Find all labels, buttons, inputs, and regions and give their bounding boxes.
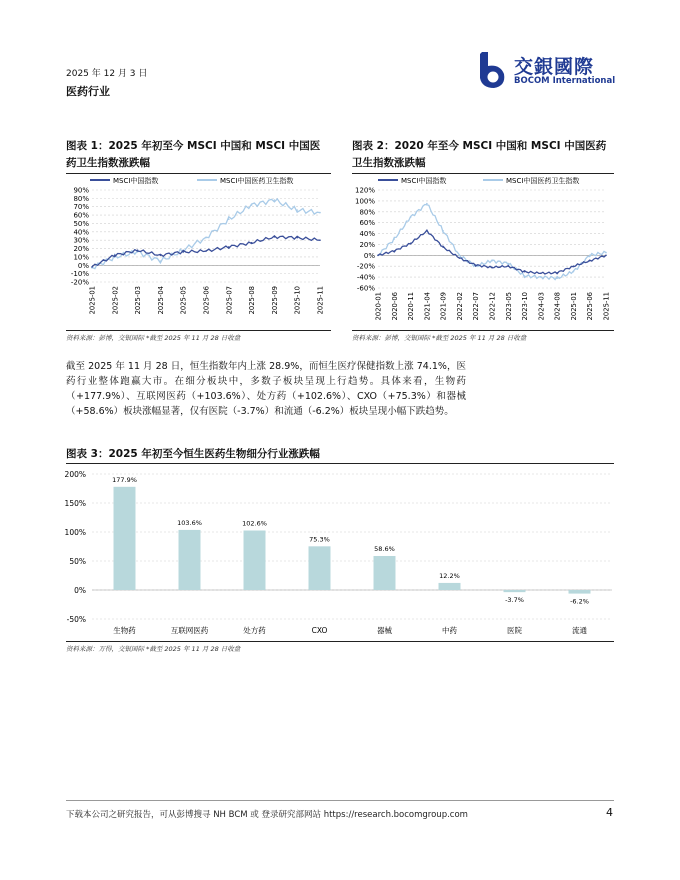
c1-series-1-point <box>274 236 276 238</box>
figure1-legend-label-1: MSCI中国指数 <box>113 177 159 185</box>
c1-x-tick-label: 2025-04 <box>156 286 165 315</box>
c1-series-1-point <box>319 239 321 241</box>
figure2-bottom-rule <box>352 330 614 331</box>
sector-title: 医药行业 <box>66 85 110 98</box>
c2-series-2-point <box>524 275 526 277</box>
c3-y-tick-label: 0% <box>74 586 86 595</box>
c3-data-label: -3.7% <box>505 596 524 605</box>
c2-series-1-point <box>442 246 444 248</box>
c2-x-tick-label: 2020-06 <box>390 292 399 321</box>
c1-x-tick-label: 2025-11 <box>316 286 325 315</box>
c2-series-1-point <box>475 264 477 266</box>
c3-y-tick-label: 150% <box>64 499 86 508</box>
figure2-title-line2: 卫生指数涨跌幅 <box>352 157 426 169</box>
c2-x-tick-label: 2023-10 <box>521 292 530 321</box>
c2-y-tick-label: 40% <box>359 230 375 239</box>
c1-x-tick-label: 2025-07 <box>225 286 234 315</box>
footer-rule <box>66 800 614 801</box>
c2-x-tick-label: 2022-02 <box>455 292 464 321</box>
c1-series-1-point <box>160 254 162 256</box>
c2-y-tick-label: 120% <box>354 186 375 195</box>
c2-series-2-point <box>459 255 461 257</box>
figure2-source: 资料来源：彭博，交银国际 *截至 2025 年 11 月 28 日收盘 <box>352 334 527 342</box>
c3-x-tick-label: 中药 <box>442 626 457 635</box>
figure1-legend-label-2: MSCI中国医药卫生指数 <box>220 177 294 185</box>
figure1-bottom-rule <box>66 330 331 331</box>
c1-series-2-point <box>205 237 207 239</box>
c3-data-label: 12.2% <box>439 571 460 580</box>
figure1-title-line2: 药卫生指数涨跌幅 <box>66 157 150 169</box>
figure2-title-line1: 图表 2：2020 年至今 MSCI 中国和 MSCI 中国医药 <box>352 140 607 152</box>
c3-bar <box>439 583 461 590</box>
c2-series-1-point <box>377 255 379 257</box>
c3-bar <box>374 556 396 590</box>
c2-y-tick-label: 60% <box>359 219 375 228</box>
c1-series-1-point <box>182 251 184 253</box>
c1-series-1-point <box>114 254 116 256</box>
c1-x-tick-label: 2025-03 <box>134 286 143 315</box>
c2-x-tick-label: 2024-03 <box>537 292 546 321</box>
c2-x-tick-label: 2025-06 <box>586 292 595 321</box>
figure2-legend-label-1: MSCI中国指数 <box>401 177 447 185</box>
c1-series-1-point <box>205 250 207 252</box>
c3-x-tick-label: 医院 <box>507 626 522 635</box>
c2-series-2-point <box>410 216 412 218</box>
c2-series-2-point <box>507 263 509 265</box>
c2-x-tick-label: 2020-01 <box>374 292 383 321</box>
c3-y-tick-label: 200% <box>64 470 86 479</box>
c1-series-1-point <box>228 246 230 248</box>
c2-series-1-point <box>556 272 558 274</box>
page-number: 4 <box>606 806 613 819</box>
c2-x-tick-label: 2023-05 <box>504 292 513 321</box>
c2-y-tick-label: 100% <box>354 197 375 206</box>
c2-series-2-point <box>393 238 395 240</box>
c2-y-tick-label: 80% <box>359 208 375 217</box>
c1-series-1-point <box>91 266 93 268</box>
footer-text: 下载本公司之研究报告，可从彭博搜寻 NH BCM 或 登录研究部网站 https://research.bocomgroup.com <box>66 810 468 820</box>
c1-series-2-point <box>296 209 298 211</box>
c1-y-tick-label: 60% <box>73 211 89 220</box>
figure1-legend <box>90 176 293 185</box>
c3-data-label: -6.2% <box>570 597 589 606</box>
body-paragraph: 截至 2025 年 11 月 28 日，恒生指数年内上涨 28.9%，而恒生医疗保健指数上涨 74.1%，医药行业整体跑赢大市。在细分板块中，多数子板块呈现上行趋势。具体来看，生物药（+177.9%）、互联网医药（+103.6%）、处方药（+102.6%）、CXO（+75.3%）和器械（+58.6%）板块涨幅显著，仅有医院（-3.7%）和流通（-6.2%）板块呈现小幅下跌趋势。 <box>66 361 466 417</box>
c1-series-2-point <box>319 212 321 214</box>
figure1-title-line1: 图表 1：2025 年初至今 MSCI 中国和 MSCI 中国医 <box>66 140 321 152</box>
c2-series-2-point <box>540 276 542 278</box>
c2-x-tick-label: 2025-11 <box>602 292 611 321</box>
c2-y-tick-label: 0% <box>363 251 375 260</box>
figure2-legend <box>378 176 579 185</box>
c1-y-tick-label: 10% <box>73 253 89 262</box>
c1-series-1-point <box>296 237 298 239</box>
c2-series-1-point <box>605 255 607 257</box>
figure2-legend-label-2: MSCI中国医药卫生指数 <box>506 177 580 185</box>
c2-x-tick-label: 2022-07 <box>472 292 481 321</box>
c1-series-2-point <box>228 218 230 220</box>
c2-y-tick-label: -20% <box>356 262 375 271</box>
report-date: 2025 年 12 月 3 日 <box>66 69 148 79</box>
c2-series-2-point <box>426 203 428 205</box>
c1-y-tick-label: 40% <box>73 228 89 237</box>
c3-x-tick-label: 生物药 <box>113 626 136 635</box>
c1-x-tick-label: 2025-06 <box>202 286 211 315</box>
c3-bar <box>179 530 201 590</box>
figure1-title <box>66 138 336 172</box>
c3-bar <box>309 546 331 590</box>
c2-series-1-point <box>507 265 509 267</box>
company-logo <box>474 50 624 90</box>
c3-data-label: 75.3% <box>309 535 330 544</box>
c2-series-1-point <box>393 250 395 252</box>
c3-bar <box>569 590 591 594</box>
figure2-chart <box>348 174 618 328</box>
figure3-chart <box>62 466 618 642</box>
c1-y-tick-label: -10% <box>70 270 89 279</box>
c1-x-tick-label: 2025-08 <box>248 286 257 315</box>
c2-series-1-point <box>426 230 428 232</box>
figure3-source: 资料来源：万得，交银国际 *截至 2025 年 11 月 28 日收盘 <box>66 645 241 653</box>
c2-series-1-point <box>410 243 412 245</box>
c1-y-tick-label: 30% <box>73 236 89 245</box>
c1-series-1-point <box>251 242 253 244</box>
c2-series-2-point <box>491 260 493 262</box>
c3-y-tick-label: 50% <box>69 557 86 566</box>
c2-x-tick-label: 2021-04 <box>423 292 432 321</box>
c1-x-tick-label: 2025-02 <box>111 286 120 315</box>
c2-series-1-point <box>524 271 526 273</box>
c2-x-tick-label: 2025-01 <box>569 292 578 321</box>
c3-x-tick-label: 流通 <box>572 626 587 635</box>
c3-bar <box>504 590 526 592</box>
c1-x-tick-label: 2025-05 <box>179 286 188 315</box>
c3-x-tick-label: 处方药 <box>243 626 266 635</box>
c2-y-tick-label: 20% <box>359 240 375 249</box>
c1-y-tick-label: 90% <box>73 186 89 195</box>
c3-x-tick-label: CXO <box>311 626 328 635</box>
c3-data-label: 103.6% <box>177 518 202 527</box>
c1-y-tick-label: 50% <box>73 219 89 228</box>
c1-y-tick-label: 20% <box>73 245 89 254</box>
figure3-bottom-rule <box>66 641 614 642</box>
figure3-title: 图表 3：2025 年初至今恒生医药生物细分行业涨跌幅 <box>66 448 320 460</box>
c2-series-1-point <box>459 257 461 259</box>
c1-x-tick-label: 2025-01 <box>88 286 97 315</box>
figure3-top-rule <box>66 463 614 464</box>
c3-bar <box>244 530 266 590</box>
c1-x-tick-label: 2025-09 <box>270 286 279 315</box>
c3-data-label: 177.9% <box>112 475 137 484</box>
logo-english-name: BOCOM International <box>514 76 616 86</box>
c3-x-tick-label: 互联网医药 <box>170 626 209 635</box>
c3-data-label: 102.6% <box>242 519 267 528</box>
c2-series-1-point <box>573 265 575 267</box>
c1-series-line-2 <box>92 199 320 269</box>
c2-series-1-point <box>589 260 591 262</box>
c2-x-tick-label: 2020-11 <box>407 292 416 321</box>
c2-series-2-point <box>556 277 558 279</box>
bocom-logo-icon <box>474 50 512 90</box>
c1-y-tick-label: 80% <box>73 194 89 203</box>
figure1-source: 资料来源：彭博，交银国际 *截至 2025 年 11 月 28 日收盘 <box>66 334 241 342</box>
c1-series-1-point <box>137 249 139 251</box>
c3-y-tick-label: 100% <box>64 528 86 537</box>
c2-series-2-point <box>605 252 607 254</box>
c3-y-tick-label: -50% <box>66 615 86 624</box>
c2-series-2-point <box>589 255 591 257</box>
c1-y-tick-label: 0% <box>77 261 89 270</box>
c2-series-1-point <box>540 273 542 275</box>
c1-series-2-point <box>251 204 253 206</box>
c2-x-tick-label: 2024-08 <box>553 292 562 321</box>
c1-y-tick-label: 70% <box>73 203 89 212</box>
c2-y-tick-label: -40% <box>356 273 375 282</box>
c1-x-tick-label: 2025-10 <box>293 286 302 315</box>
c1-series-2-point <box>274 199 276 201</box>
c3-bar <box>114 487 136 590</box>
c1-series-2-point <box>160 260 162 262</box>
figure2-title <box>352 138 622 172</box>
c3-x-tick-label: 器械 <box>377 626 392 635</box>
c3-data-label: 58.6% <box>374 545 395 554</box>
c1-y-tick-label: -20% <box>70 278 89 287</box>
c2-x-tick-label: 2022-12 <box>488 292 497 321</box>
c2-x-tick-label: 2021-09 <box>439 292 448 321</box>
c2-series-2-point <box>442 230 444 232</box>
logo-chinese-name: 交銀國際 <box>514 56 595 78</box>
c2-series-2-point <box>573 271 575 273</box>
figure1-chart <box>62 174 334 328</box>
c2-y-tick-label: -60% <box>356 284 375 293</box>
c2-series-1-point <box>491 267 493 269</box>
